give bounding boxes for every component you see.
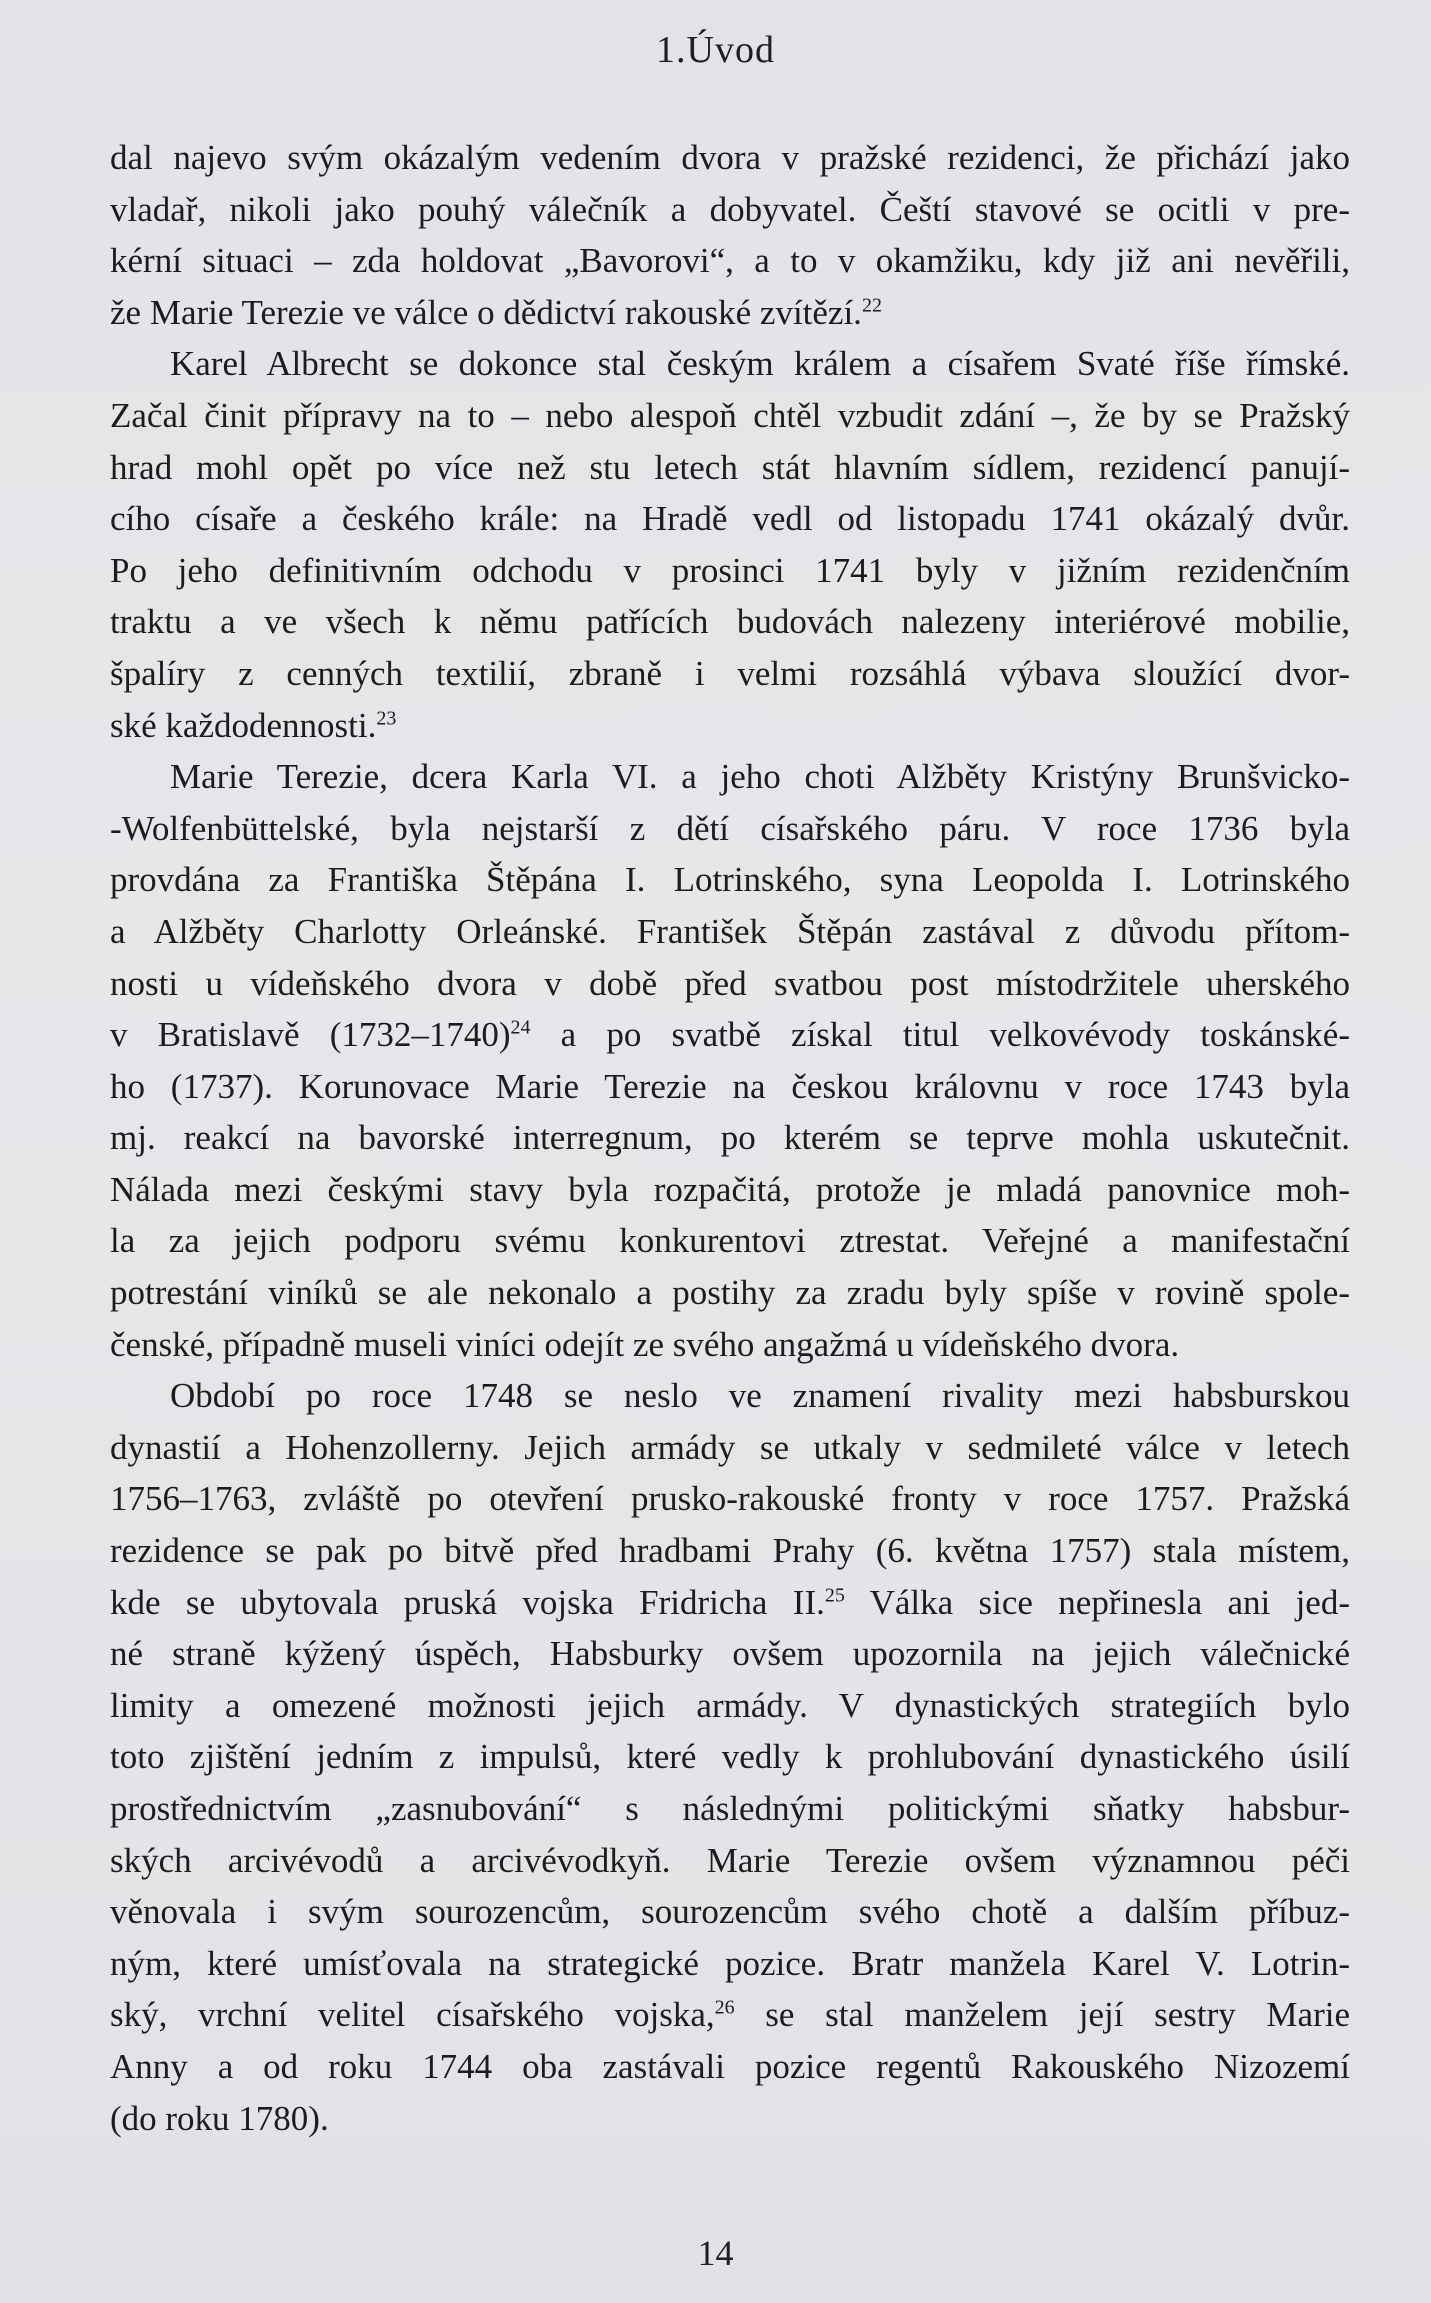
line-text: potrestání viníků se ale nekonalo a postihy za zradu byly spíše v rovině spole- <box>110 1273 1350 1313</box>
line-text: ho (1737). Korunovace Marie Terezie na českou královnu v roce 1743 byla <box>110 1066 1350 1106</box>
text-line <box>110 235 1350 287</box>
line-text: Marie Terezie, dcera Karla VI. a jeho choti Alžběty Kristýny Brunšvicko- <box>170 757 1350 797</box>
line-text: (do roku 1780). <box>110 2098 329 2138</box>
line-text: čenské, případně museli viníci odejít ze svého angažmá u vídeňského dvora. <box>110 1324 1180 1364</box>
text-line <box>110 1577 1350 1629</box>
line-text: dynastií a Hohenzollerny. Jejich armády se utkaly v sedmileté válce v letech <box>110 1427 1350 1467</box>
line-text: ské každodennosti. <box>110 705 377 745</box>
text-line <box>110 1680 1350 1732</box>
line-text: a Alžběty Charlotty Orleánské. František Štěpán zastával z důvodu přítom- <box>110 911 1350 951</box>
text-line <box>110 287 1350 339</box>
text-line <box>110 906 1350 958</box>
text-line <box>110 493 1350 545</box>
line-text: Nálada mezi českými stavy byla rozpačitá, protože je mladá panovnice moh- <box>110 1169 1350 1209</box>
text-line <box>110 1835 1350 1887</box>
line-text: špalíry z cenných textilií, zbraně i velmi rozsáhlá výbava sloužící dvor- <box>110 653 1350 693</box>
line-text: provdána za Františka Štěpána I. Lotrinského, syna Leopolda I. Lotrinského <box>110 860 1350 900</box>
text-line <box>110 1989 1350 2041</box>
text-line <box>110 958 1350 1010</box>
body-text <box>110 132 1350 2144</box>
line-text: prostřednictvím „zasnubování“ s následnými politickými sňatky habsbur- <box>110 1789 1350 1828</box>
text-line <box>110 803 1350 855</box>
text-line <box>110 1112 1350 1164</box>
text-line <box>110 1783 1350 1835</box>
line-text: hrad mohl opět po více než stu letech stát hlavním sídlem, rezidencí panují- <box>110 447 1350 487</box>
text-line <box>110 1009 1350 1061</box>
text-line <box>110 1370 1350 1422</box>
line-text: rezidence se pak po bitvě před hradbami Prahy (6. května 1757) stala místem, <box>110 1531 1350 1571</box>
text-line <box>110 1061 1350 1113</box>
line-text: v Bratislavě (1732–1740) <box>110 1015 511 1055</box>
footnote-marker: 24 <box>510 1016 531 1039</box>
text-line <box>110 390 1350 442</box>
line-text: ský, vrchní velitel císařského vojska, <box>110 1995 715 2035</box>
text-line <box>110 1473 1350 1525</box>
line-text: Začal činit přípravy na to – nebo alespoň chtěl vzbudit zdání –, že by se Pražský <box>110 395 1350 435</box>
text-line <box>110 184 1350 236</box>
text-line <box>110 596 1350 648</box>
text-line <box>110 1267 1350 1319</box>
line-text: traktu a ve všech k němu patřících budovách nalezeny interiérové mobilie, <box>110 602 1350 642</box>
footnote-marker: 25 <box>824 1583 845 1606</box>
text-line <box>110 442 1350 494</box>
line-text: la za jejich podporu svému konkurentovi ztrestat. Veřejné a manifestační <box>110 1221 1350 1261</box>
text-line <box>110 1731 1350 1783</box>
footnote-marker: 22 <box>861 294 882 317</box>
line-text: Karel Albrecht se dokonce stal českým králem a císařem Svaté říše římské. <box>170 344 1350 384</box>
text-line <box>110 2041 1350 2093</box>
line-text: ným, které umísťovala na strategické pozice. Bratr manžela Karel V. Lotrin- <box>110 1943 1350 1983</box>
line-text: limity a omezené možnosti jejich armády. V dynastických strategiích bylo <box>110 1685 1350 1725</box>
footnote-marker: 26 <box>714 1996 735 2019</box>
line-text: kérní situaci – zda holdovat „Bavorovi“, a to v okamžiku, kdy již ani nevěřili, <box>110 241 1350 281</box>
text-line <box>110 1525 1350 1577</box>
footnote-marker: 23 <box>376 706 397 729</box>
line-text-continuation: Válka sice nepřinesla ani jed- <box>844 1582 1350 1622</box>
line-text: cího císaře a českého krále: na Hradě vedl od listopadu 1741 okázalý dvůr. <box>110 499 1350 539</box>
line-text: kde se ubytovala pruská vojska Fridricha II. <box>110 1582 825 1622</box>
text-line <box>110 648 1350 700</box>
running-header: 1.Úvod <box>656 29 775 71</box>
text-line <box>110 132 1350 184</box>
line-text: né straně kýžený úspěch, Habsburky ovšem upozornila na jejich válečnické <box>110 1634 1350 1674</box>
line-text: Období po roce 1748 se neslo ve znamení rivality mezi habsburskou <box>170 1376 1350 1416</box>
text-line <box>110 2093 1350 2145</box>
page-number: 14 <box>697 2233 734 2273</box>
text-line <box>110 545 1350 597</box>
line-text: 1756–1763, zvláště po otevření prusko-rakouské fronty v roce 1757. Pražská <box>110 1479 1350 1519</box>
line-text: věnovala i svým sourozencům, sourozencům svého chotě a dalším příbuz- <box>110 1892 1350 1932</box>
text-line <box>110 700 1350 752</box>
line-text: že Marie Terezie ve válce o dědictví rakouské zvítězí. <box>110 292 862 332</box>
line-text: ských arcivévodů a arcivévodkyň. Marie Terezie ovšem významnou péči <box>110 1840 1350 1880</box>
line-text: Anny a od roku 1744 oba zastávali pozice regentů Rakouského Nizozemí <box>110 2046 1350 2086</box>
text-line <box>110 1628 1350 1680</box>
line-text: mj. reakcí na bavorské interregnum, po kterém se teprve mohla uskutečnit. <box>110 1118 1350 1158</box>
text-line <box>110 751 1350 803</box>
text-line <box>110 854 1350 906</box>
line-text: -Wolfenbüttelské, byla nejstarší z dětí císařského páru. V roce 1736 byla <box>110 808 1350 848</box>
text-line <box>110 1164 1350 1216</box>
line-text: toto zjištění jedním z impulsů, které vedly k prohlubování dynastického úsilí <box>110 1737 1350 1777</box>
line-text: Po jeho definitivním odchodu v prosinci 1741 byly v jižním rezidenčním <box>110 550 1350 590</box>
line-text-continuation: a po svatbě získal titul velkovévody toskánské- <box>530 1015 1350 1055</box>
line-text-continuation: se stal manželem její sestry Marie <box>734 1995 1350 2035</box>
text-line <box>110 1422 1350 1474</box>
text-line <box>110 1886 1350 1938</box>
line-text: nosti u vídeňského dvora v době před svatbou post místodržitele uherského <box>110 963 1350 1003</box>
text-line <box>110 1938 1350 1990</box>
line-text: vladař, nikoli jako pouhý válečník a dobyvatel. Čeští stavové se ocitli v pre- <box>110 189 1350 229</box>
line-text: dal najevo svým okázalým vedením dvora v pražské rezidenci, že přichází jako <box>110 138 1350 177</box>
text-line <box>110 1319 1350 1371</box>
text-line <box>110 338 1350 390</box>
text-line <box>110 1215 1350 1267</box>
